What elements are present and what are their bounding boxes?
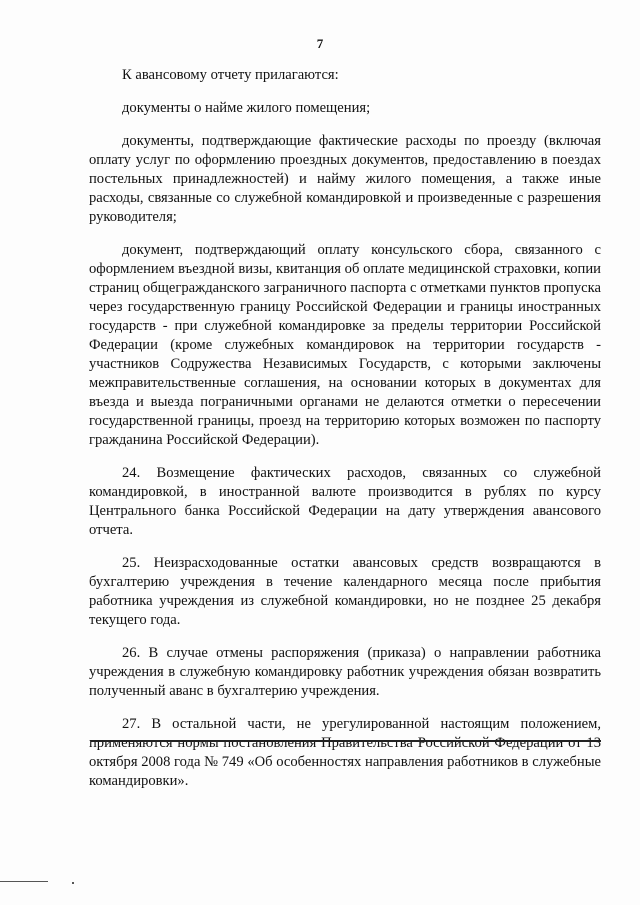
footer-mark-dot [72, 882, 74, 884]
paragraph-24-foreign-currency: 24. Возмещение фактических расходов, связанных со служебной командировкой, в иностранной валюте производится в рублях по курсу Центрального банка Российской Федерации на дату утверждения авансового отчета. [89, 465, 601, 538]
paragraph-housing-documents: документы о найме жилого помещения; [122, 100, 371, 116]
document-body [89, 66, 601, 791]
end-of-text-rule [91, 740, 601, 742]
paragraph-25-unspent-advance: 25. Неизрасходованные остатки авансовых средств возвращаются в бухгалтерию учреждения в течение календарного месяца после прибытия работника учреждения из служебной командировки, но не позднее 25 декабря текущего года. [89, 555, 601, 628]
page-number: 7 [316, 36, 324, 51]
paragraph-expense-documents: документы, подтверждающие фактические расходы по проезду (включая оплату услуг по оформлению проездных документов, предоставлению в поездах постельных принадлежностей) и найму жилого помещения, а также иные расходы, связанные со служебной командировкой и произведенные с разрешения руководителя; [89, 133, 601, 225]
footer-mark-line [0, 881, 48, 882]
paragraph-26-order-cancellation: 26. В случае отмены распоряжения (приказа) о направлении работника учреждения в служебную командировку работник учреждения обязан возвратить полученный аванс в бухгалтерию учреждения. [89, 645, 601, 699]
paragraph-consular-fee-documents: документ, подтверждающий оплату консульского сбора, связанного с оформлением въездной визы, квитанция об оплате медицинской страховки, копии страниц общегражданского заграничного паспорта с отметками пунктов пропуска через государственную границу Российской Федерации и границы иностранных государств - при служебной командировке за пределы территории Российской Федерации (кроме служебных командировок на территории государств - участников Содружества Независимых Государств, с которыми заключены межправительственные соглашения, на основании которых в документах для въезда и выезда пограничными органами не делаются отметки о пересечении государственной границы, проезд на территорию которых возможен по паспорту гражданина Российской Федерации). [89, 242, 601, 448]
paragraph-attachments-intro: К авансовому отчету прилагаются: [122, 67, 339, 83]
paragraph-27-other-provisions: 27. В остальной части, не урегулированной настоящим положением, применяются нормы постановления Правительства Российской Федерации от 13 октября 2008 года № 749 «Об особенностях направления работников в служебные командировки». [89, 716, 601, 789]
